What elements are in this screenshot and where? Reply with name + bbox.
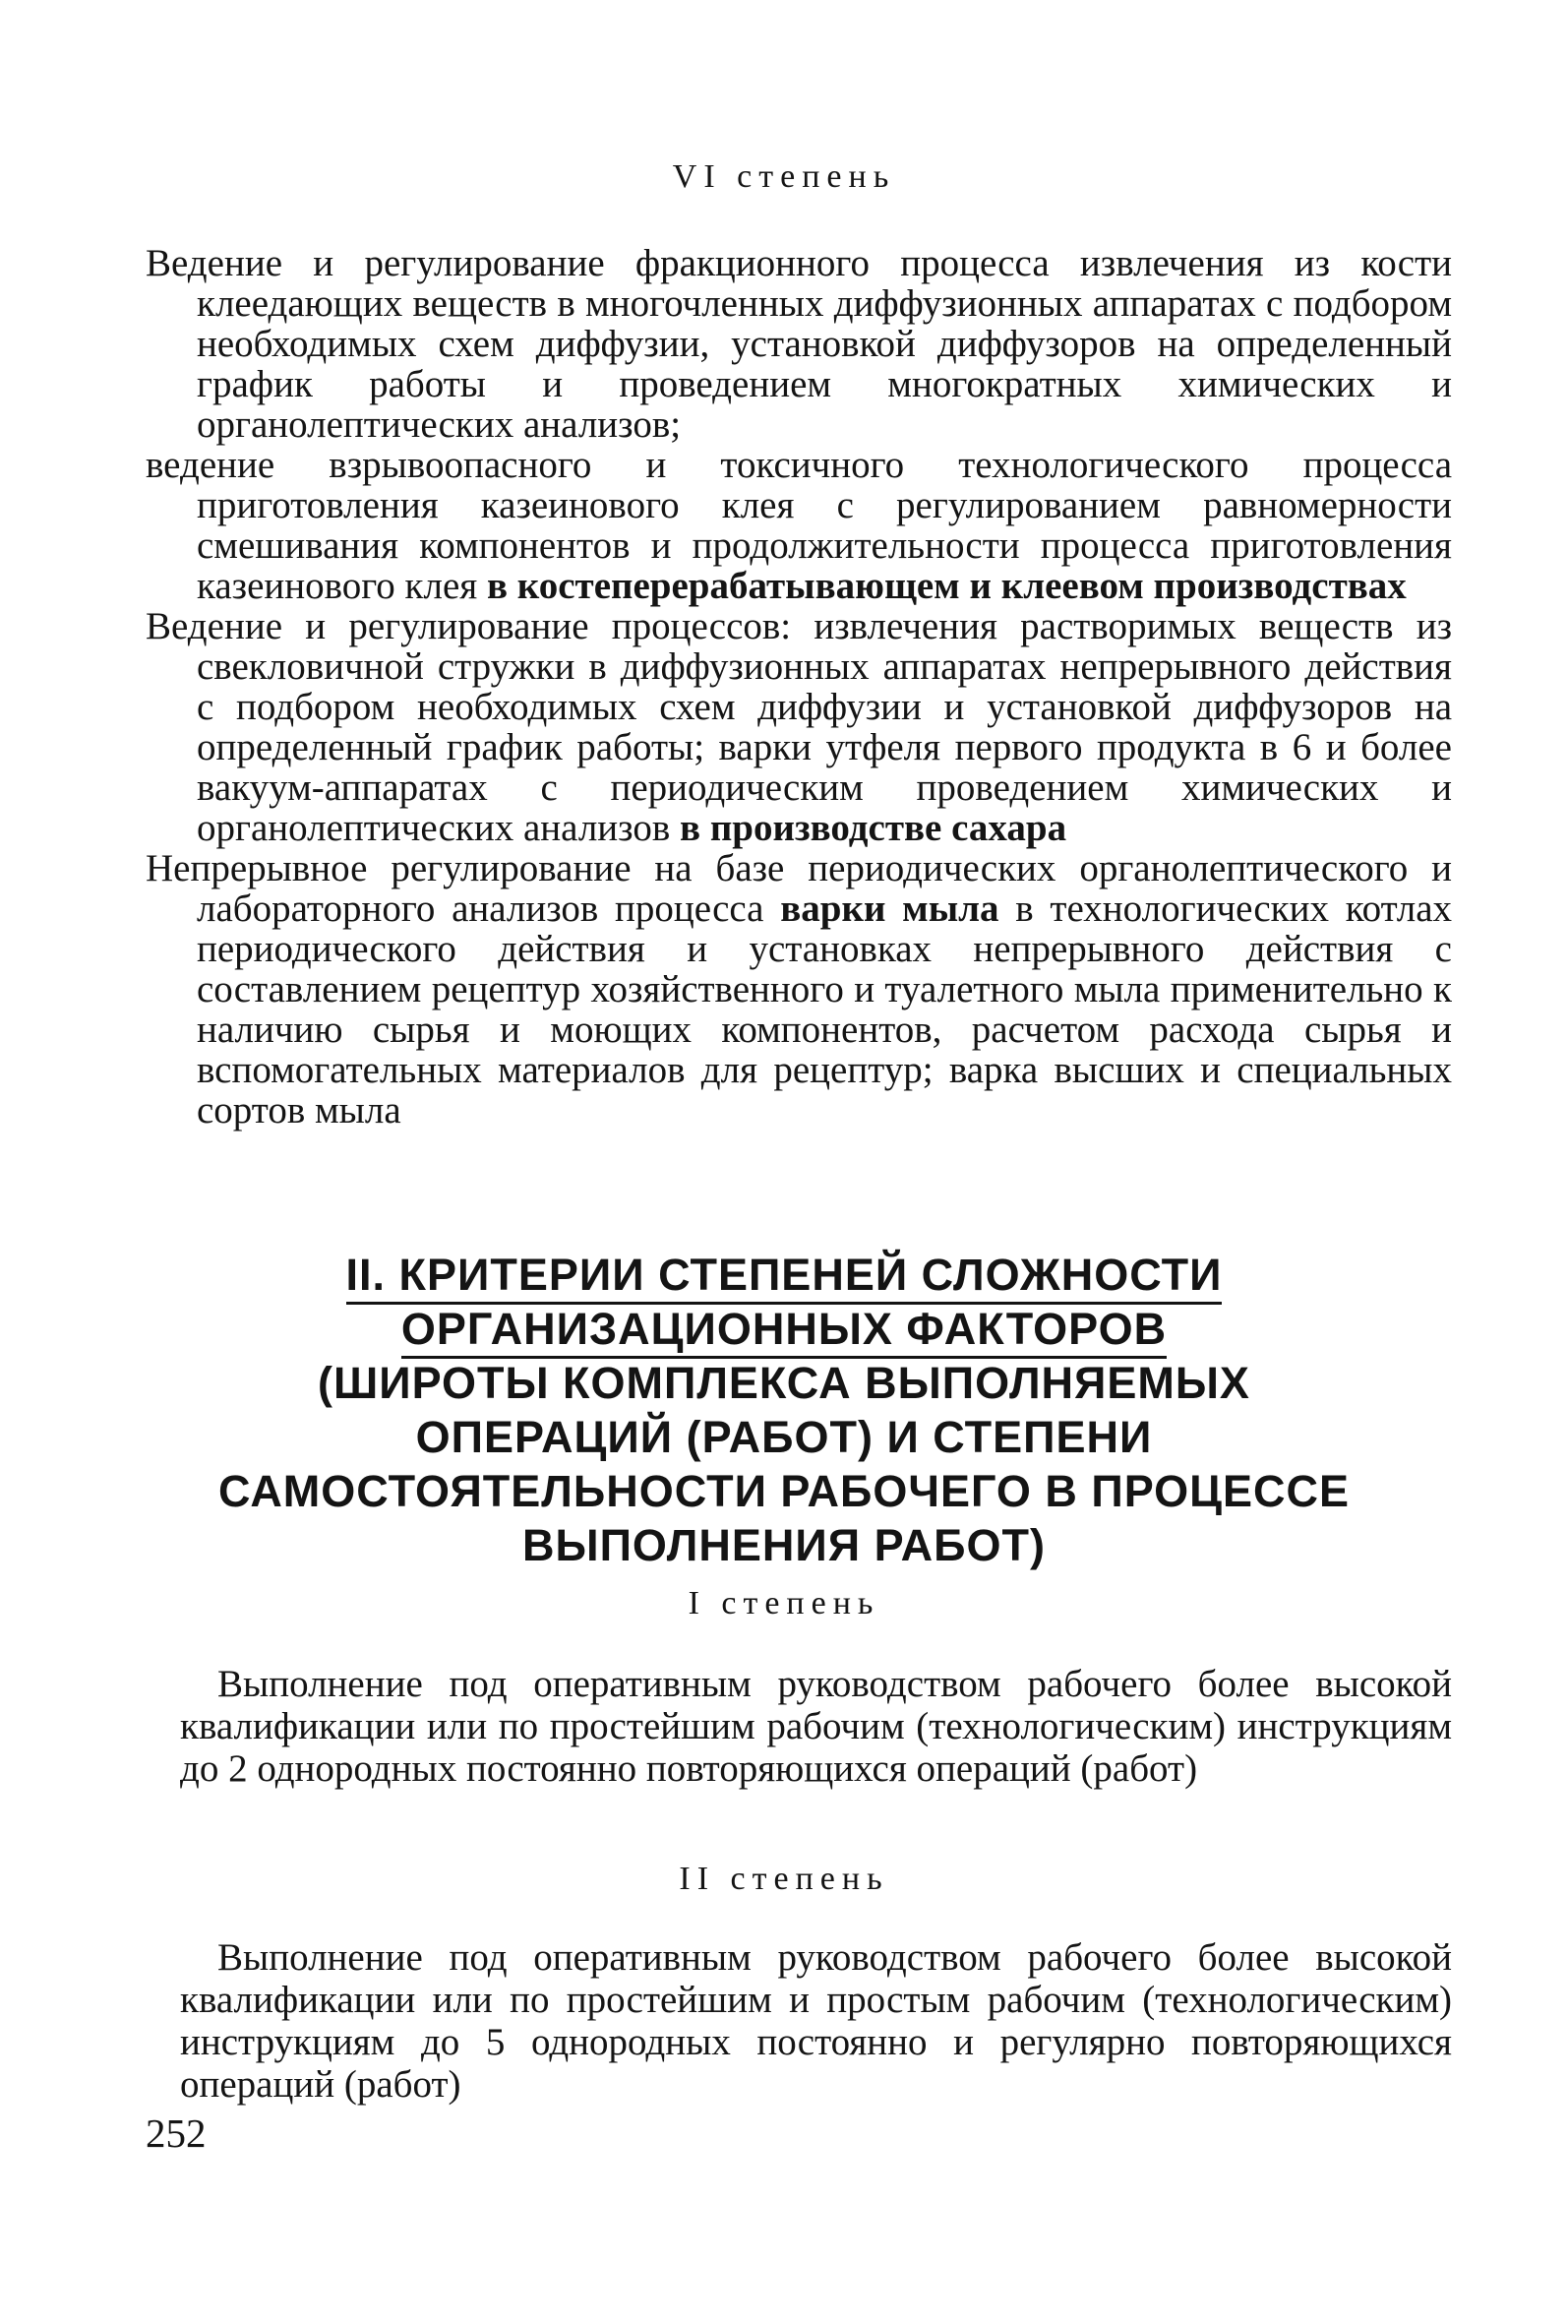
degree-vi-label: VI степень — [672, 158, 896, 195]
entry-emphasis: в костеперерабатывающем и клеевом производствах — [486, 565, 1407, 607]
entry-text: Ведение и регулирование процессов: извлечения растворимых веществ из свекловичной стружки в диффузионных аппаратах непрерывного действия с подбором необходимых схем диффузии и установкой диффузоров на определенный график работы; варки утфеля первого продукта в 6 и более вакуум-аппаратах с периодическим проведением химических и органолептических анализов — [146, 605, 1452, 849]
heading-line-3: (ШИРОТЫ КОМПЛЕКСА ВЫПОЛНЯЕМЫХ — [318, 1358, 1250, 1408]
entry-text: Непрерывное регулирование на базе периодических органолептического и лабораторного анализов процесса — [146, 847, 1452, 930]
section-heading — [0, 1248, 1568, 1572]
heading-line-6: ВЫПОЛНЕНИЯ РАБОТ) — [522, 1520, 1046, 1570]
entry-text: Ведение и регулирование фракционного процесса извлечения из кости клеедающих веществ в многочленных диффузионных аппаратах с подбором необходимых схем диффузии, установкой диффузоров на определенный график работы и проведением многократных химических и органолептических анализов; — [146, 242, 1452, 446]
entry — [146, 848, 1452, 1131]
degree-i-text: Выполнение под оперативным руководством рабочего более высокой квалификации или по простейшим рабочим (технологическим) инструкциям до 2 однородных постоянно повторяющихся операций (работ) — [180, 1663, 1452, 1790]
entry-text: в технологических котлах периодического действия и установках непрерывного действия с составлением рецептур хозяйственного и туалетного мыла применительно к наличию сырья и моющих компонентов, расчетом расхода сырья и вспомогательных материалов для рецептур; варка высших и специальных сортов мыла — [197, 887, 1453, 1131]
entry — [146, 243, 1452, 445]
degree-vi-entries — [146, 243, 1452, 1131]
degree-ii-text: Выполнение под оперативным руководством рабочего более высокой квалификации или по простейшим и простым рабочим (технологическим) инструкциям до 5 однородных постоянно и регулярно повторяющихся операций (работ) — [180, 1936, 1452, 2106]
entry — [146, 606, 1452, 848]
heading-line-2: ОРГАНИЗАЦИОННЫХ ФАКТОРОВ — [401, 1304, 1167, 1359]
heading-line-4: ОПЕРАЦИЙ (РАБОТ) И СТЕПЕНИ — [415, 1412, 1153, 1462]
heading-line-5: САМОСТОЯТЕЛЬНОСТИ РАБОЧЕГО В ПРОЦЕССЕ — [217, 1466, 1351, 1516]
entry-emphasis: варки мыла — [780, 887, 999, 930]
page-number: 252 — [146, 2110, 207, 2156]
entry — [146, 445, 1452, 606]
degree-i-label: I степень — [688, 1585, 880, 1621]
degree-ii-label: II степень — [679, 1861, 889, 1897]
entry-emphasis: в производстве сахара — [680, 807, 1067, 849]
heading-line-1: II. КРИТЕРИИ СТЕПЕНЕЙ СЛОЖНОСТИ — [346, 1250, 1223, 1305]
entry-text: ведение взрывоопасного и токсичного технологического процесса приготовления казеинового клея с регулированием равномерности смешивания компонентов и продолжительности процесса приготовления казеинового клея — [146, 444, 1452, 607]
